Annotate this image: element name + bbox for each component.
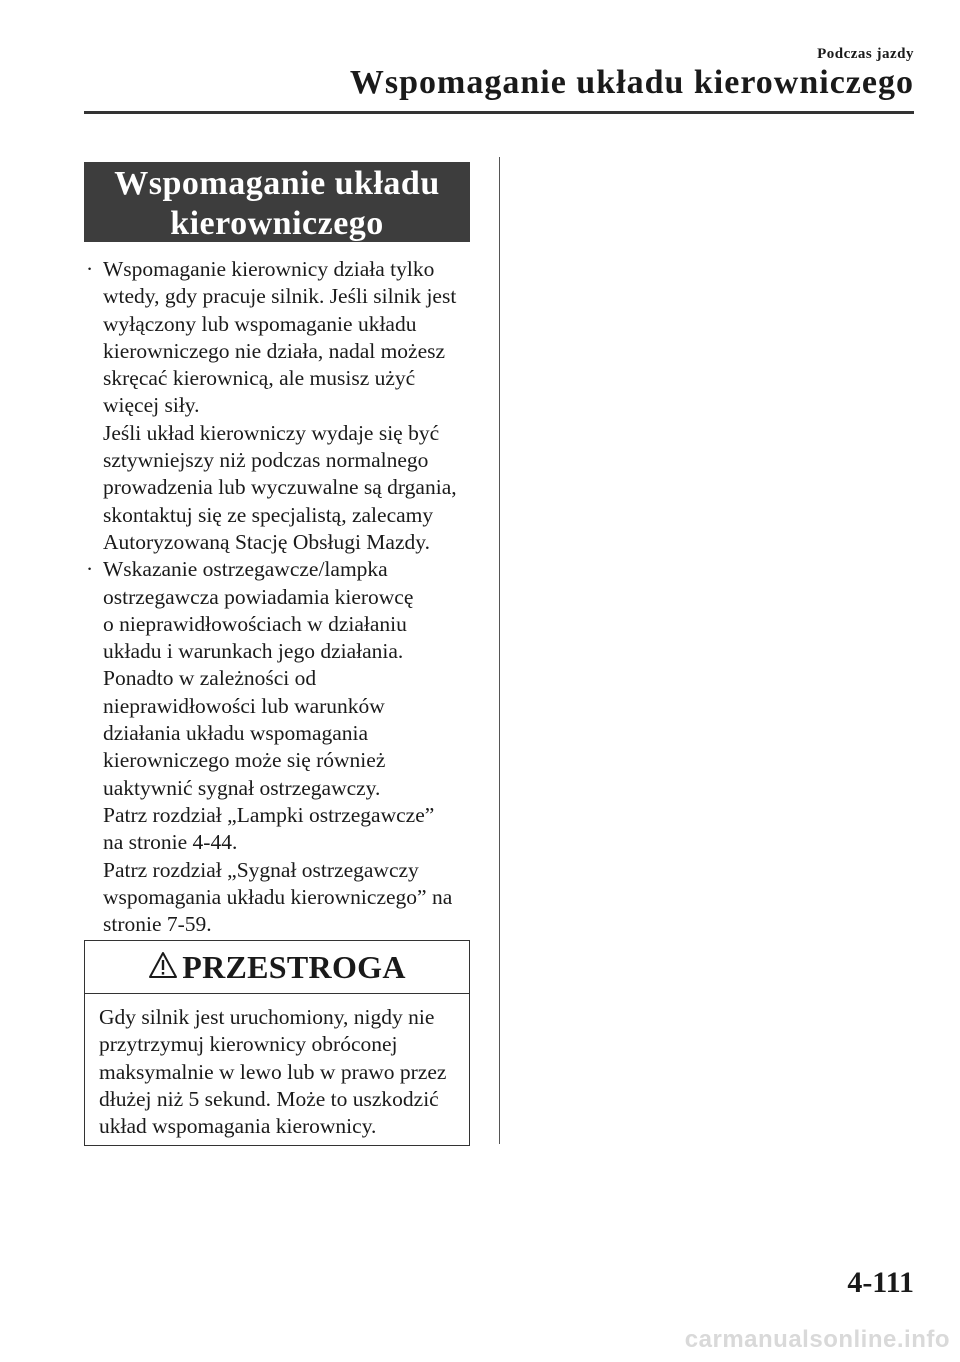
caution-line: układ wspomagania kierownicy. — [99, 1114, 377, 1139]
bullet-dot-icon: · — [86, 557, 94, 582]
bullet-1-line: kierowniczego nie działa, nadal możesz — [103, 338, 446, 363]
page-number: 4-111 — [847, 1266, 914, 1299]
bullet-1-line: Wspomaganie kierownicy działa tylko — [103, 257, 435, 281]
body-text — [84, 256, 484, 938]
caution-box — [84, 940, 470, 1146]
bullet-1-line: skontaktuj się ze specjalistą, zalecamy — [103, 502, 434, 527]
bullet-1-line: sztywniejszy niż podczas normalnego — [103, 448, 429, 473]
bullet-2-line: o nieprawidłowościach w działaniu — [103, 611, 407, 636]
bullet-dot-icon: · — [86, 257, 94, 281]
watermark: carmanualsonline.info — [684, 1326, 950, 1353]
caution-line: maksymalnie w lewo lub w prawo przez — [99, 1059, 447, 1084]
bullet-1-line: skręcać kierownicą, ale musisz użyć — [103, 366, 416, 391]
warning-triangle-icon — [148, 951, 178, 979]
bullet-1-line: wtedy, gdy pracuje silnik. Jeśli silnik jest — [103, 284, 457, 309]
bullet-1-line: więcej siły. — [103, 393, 200, 418]
header-rule — [84, 111, 914, 114]
caution-title: PRZESTROGA — [182, 948, 406, 985]
bullet-2-line: nieprawidłowości lub warunków — [103, 693, 385, 718]
bullet-2-line: Wskazanie ostrzegawcze/lampka — [103, 557, 388, 582]
bullet-2-line: kierowniczego może się również — [103, 748, 386, 773]
bullet-1-line: wyłączony lub wspomaganie układu — [103, 311, 417, 336]
running-header-section: Podczas jazdy — [817, 46, 914, 62]
section-title-line-1: Wspomaganie układu — [114, 165, 440, 202]
caution-header — [85, 941, 469, 994]
caution-line: Gdy silnik jest uruchomiony, nigdy nie — [99, 1005, 435, 1029]
caution-body — [85, 994, 469, 1140]
bullet-1-line: prowadzenia lub wyczuwalne są drgania, — [103, 475, 457, 500]
bullet-2-line: uaktywnić sygnał ostrzegawczy. — [103, 775, 381, 800]
bullet-2-line: ostrzegawcza powiadamia kierowcę — [103, 584, 414, 609]
section-title-box — [84, 162, 470, 242]
bullet-2-line: Patrz rozdział „Sygnał ostrzegawczy — [103, 857, 419, 882]
bullet-item-1 — [84, 256, 484, 556]
running-header-title: Wspomaganie układu kierowniczego — [349, 64, 914, 101]
bullet-2-line: stronie 7-59. — [103, 912, 212, 937]
bullet-2-line: układu i warunkach jego działania. — [103, 639, 404, 664]
bullet-item-2 — [84, 556, 484, 938]
bullet-2-line: wspomagania układu kierowniczego” na — [103, 884, 453, 909]
bullet-2-line: na stronie 4-44. — [103, 830, 238, 855]
bullet-2-line: Patrz rozdział „Lampki ostrzegawcze” — [103, 802, 435, 827]
caution-line: dłużej niż 5 sekund. Może to uszkodzić — [99, 1086, 439, 1111]
bullet-1-line: Jeśli układ kierowniczy wydaje się być — [103, 420, 440, 445]
section-title-line-2: kierowniczego — [170, 205, 384, 242]
bullet-2-line: Ponadto w zależności od — [103, 666, 317, 691]
bullet-1-line: Autoryzowaną Stację Obsługi Mazdy. — [103, 529, 430, 554]
column-divider — [499, 157, 500, 1144]
bullet-2-line: działania układu wspomagania — [103, 721, 369, 746]
caution-line: przytrzymuj kierownicy obróconej — [99, 1032, 398, 1057]
